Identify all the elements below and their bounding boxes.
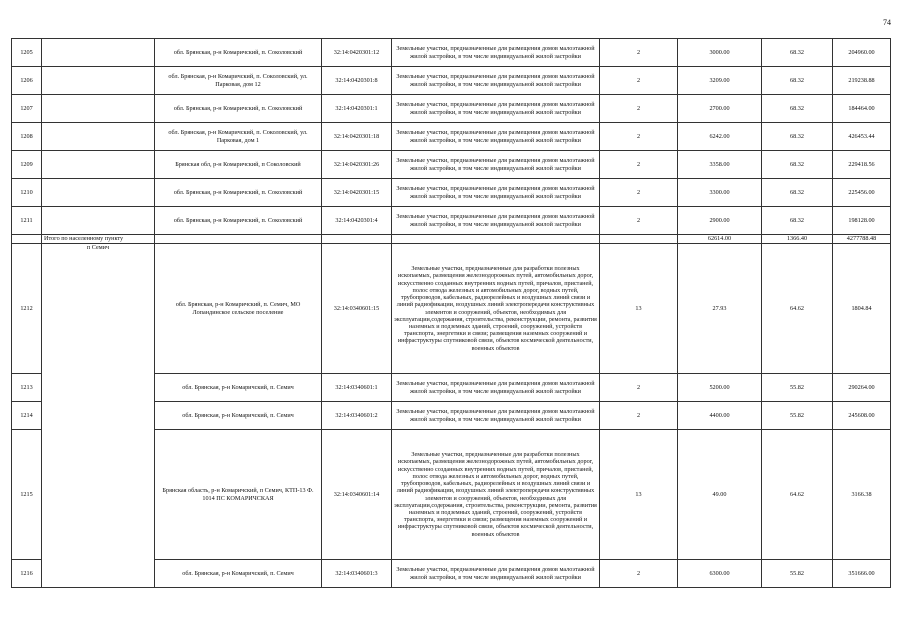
purpose-cell: Земельные участки, предназначенные для размещения домов малоэтажной жилой застройки, в том числе индивидуальной жилой застройки [392,402,600,430]
rate-cell: 55.82 [762,560,833,588]
table-row [12,123,891,151]
area-cell: 3300.00 [678,179,762,207]
purpose-cell: Земельные участки, предназначенные для разработки полезных ископаемых, размещения железнодорожных путей, автомобильных дорог, искусственно созданных внутренних водных путей, причалов, пристаней, полос отвода железных и автомобильных дорог, водных путей, трубопроводов, кабельных, радиорелейных и воздушных линий связи и линий радиофикации, воздушных линий электропередачи конструктивных элементов и сооружений, объектов, необходимых для эксплуатации,содержания, строительства, реконструкции, ремонта, развития наземных и подземных зданий, строений, сооружений, устройств транспорта, энергетики и связи; размещения наземных сооружений и инфраструктуры спутниковой связи, объектов космической деятельности, военных объектов [392,430,600,560]
row-number: 1210 [12,179,42,207]
address-cell: обл. Брянская, р-н Комаричский, п. Соколовский [155,39,322,67]
settlement-cell [42,95,155,123]
value-cell: 3166.38 [833,430,891,560]
group-cell: 2 [600,179,678,207]
row-number: 1208 [12,123,42,151]
rate-cell: 68.32 [762,39,833,67]
group-cell: 2 [600,374,678,402]
total-label: Итого по населенному пункту [42,235,155,244]
group-cell: 2 [600,39,678,67]
row-number: 1216 [12,560,42,588]
purpose-cell: Земельные участки, предназначенные для размещения домов малоэтажной жилой застройки, в том числе индивидуальной жилой застройки [392,207,600,235]
group-cell: 13 [600,244,678,374]
value-cell: 426453.44 [833,123,891,151]
table-row [12,244,891,374]
cadastral-number-cell: 32:14:0340601:14 [322,430,392,560]
purpose-cell: Земельные участки, предназначенные для размещения домов малоэтажной жилой застройки, в том числе индивидуальной жилой застройки [392,39,600,67]
purpose-cell: Земельные участки, предназначенные для размещения домов малоэтажной жилой застройки, в том числе индивидуальной жилой застройки [392,151,600,179]
area-cell: 49.00 [678,430,762,560]
address-cell: обл. Брянская, р-н Комаричский, п. Соколовский, ул. Парковая, дом 1 [155,123,322,151]
group-cell: 2 [600,95,678,123]
cadastral-number-cell: 32:14:0340601:15 [322,244,392,374]
table-row [12,179,891,207]
table-row [12,39,891,67]
row-number: 1205 [12,39,42,67]
address-cell: обл. Брянская, р-н Комаричский, п. Семич [155,560,322,588]
total-blank [155,235,322,244]
address-cell: Брянская область, р-н Комаричский, п Семич, КТП-13 Ф. 1014 ПС КОМАРИЧСКАЯ [155,430,322,560]
group-cell: 2 [600,151,678,179]
value-cell: 1804.84 [833,244,891,374]
group-cell: 2 [600,402,678,430]
row-number: 1207 [12,95,42,123]
settlement-name: п Семич [42,244,155,588]
total-blank [600,235,678,244]
settlement-cell [42,67,155,95]
total-rate: 1366.40 [762,235,833,244]
value-cell: 245608.00 [833,402,891,430]
purpose-cell: Земельные участки, предназначенные для размещения домов малоэтажной жилой застройки, в том числе индивидуальной жилой застройки [392,560,600,588]
group-cell: 13 [600,430,678,560]
rate-cell: 55.82 [762,374,833,402]
rate-cell: 68.32 [762,67,833,95]
settlement-cell [42,39,155,67]
total-blank [322,235,392,244]
total-value: 4277788.48 [833,235,891,244]
purpose-cell: Земельные участки, предназначенные для размещения домов малоэтажной жилой застройки, в том числе индивидуальной жилой застройки [392,179,600,207]
settlement-cell [42,123,155,151]
area-cell: 6300.00 [678,560,762,588]
table-row [12,151,891,179]
purpose-cell: Земельные участки, предназначенные для размещения домов малоэтажной жилой застройки, в том числе индивидуальной жилой застройки [392,374,600,402]
value-cell: 351666.00 [833,560,891,588]
total-row [12,235,891,244]
cadastral-number-cell: 32:14:0420301:8 [322,67,392,95]
purpose-cell: Земельные участки, предназначенные для размещения домов малоэтажной жилой застройки, в том числе индивидуальной жилой застройки [392,95,600,123]
rate-cell: 64.62 [762,430,833,560]
cadastral-number-cell: 32:14:0420301:4 [322,207,392,235]
settlement-cell [42,151,155,179]
row-number: 1212 [12,244,42,374]
area-cell: 2900.00 [678,207,762,235]
value-cell: 225456.00 [833,179,891,207]
value-cell: 204960.00 [833,39,891,67]
cadastral-number-cell: 32:14:0420301:26 [322,151,392,179]
address-cell: обл. Брянская, р-н Комаричский, п. Соколовский, ул. Парковая, дом 12 [155,67,322,95]
group-cell: 2 [600,67,678,95]
area-cell: 2700.00 [678,95,762,123]
row-number: 1209 [12,151,42,179]
cadastral-number-cell: 32:14:0420301:1 [322,95,392,123]
row-number: 1215 [12,430,42,560]
address-cell: обл. Брянская, р-н Комаричский, п. Соколовский [155,179,322,207]
cadastral-number-cell: 32:14:0420301:18 [322,123,392,151]
row-number: 1213 [12,374,42,402]
rate-cell: 68.32 [762,179,833,207]
total-blank [12,235,42,244]
cadastral-number-cell: 32:14:0340601:2 [322,402,392,430]
value-cell: 219238.88 [833,67,891,95]
address-cell: обл. Брянская, р-н Комаричский, п. Семич [155,374,322,402]
rate-cell: 68.32 [762,123,833,151]
group-cell: 2 [600,207,678,235]
page-number: 74 [883,18,891,27]
address-cell: обл. Брянская, р-н Комаричский, п. Семич, МО Лопандинское сельское поселение [155,244,322,374]
rate-cell: 68.32 [762,95,833,123]
area-cell: 3000.00 [678,39,762,67]
area-cell: 4400.00 [678,402,762,430]
table-row [12,207,891,235]
value-cell: 229418.56 [833,151,891,179]
address-cell: обл. Брянская, р-н Комаричский, п. Семич [155,402,322,430]
cadastral-number-cell: 32:14:0420301:15 [322,179,392,207]
purpose-cell: Земельные участки, предназначенные для размещения домов малоэтажной жилой застройки, в том числе индивидуальной жилой застройки [392,67,600,95]
area-cell: 3358.00 [678,151,762,179]
row-number: 1211 [12,207,42,235]
row-number: 1214 [12,402,42,430]
settlement-cell [42,179,155,207]
address-cell: обл. Брянская, р-н Комаричский, п. Соколовский [155,207,322,235]
row-number: 1206 [12,67,42,95]
cadastral-register-table [11,38,891,588]
area-cell: 5200.00 [678,374,762,402]
table-row [12,95,891,123]
group-cell: 2 [600,123,678,151]
cadastral-number-cell: 32:14:0340601:1 [322,374,392,402]
address-cell: Брянская обл, р-н Комаричский, п Соколовский [155,151,322,179]
cadastral-number-cell: 32:14:0420301:12 [322,39,392,67]
value-cell: 184464.00 [833,95,891,123]
purpose-cell: Земельные участки, предназначенные для размещения домов малоэтажной жилой застройки, в том числе индивидуальной жилой застройки [392,123,600,151]
address-cell: обл. Брянская, р-н Комаричский, п. Соколовский [155,95,322,123]
table-row [12,67,891,95]
area-cell: 27.93 [678,244,762,374]
area-cell: 6242.00 [678,123,762,151]
rate-cell: 64.62 [762,244,833,374]
rate-cell: 68.32 [762,151,833,179]
group-cell: 2 [600,560,678,588]
settlement-cell [42,207,155,235]
rate-cell: 55.82 [762,402,833,430]
rate-cell: 68.32 [762,207,833,235]
cadastral-number-cell: 32:14:0340601:3 [322,560,392,588]
total-area: 62614.00 [678,235,762,244]
area-cell: 3209.00 [678,67,762,95]
purpose-cell: Земельные участки, предназначенные для разработки полезных ископаемых, размещения железнодорожных путей, автомобильных дорог, искусственно созданных внутренних водных путей, причалов, пристаней, полос отвода железных и автомобильных дорог, водных путей, трубопроводов, кабельных, радиорелейных и воздушных линий связи и линий радиофикации, воздушных линий электропередачи конструктивных элементов и сооружений, объектов, необходимых для эксплуатации,содержания, строительства, реконструкции, ремонта, развития наземных и подземных зданий, строений, сооружений, устройств транспорта, энергетики и связи; размещения наземных сооружений и инфраструктуры спутниковой связи, объектов космической деятельности, военных объектов [392,244,600,374]
total-blank [392,235,600,244]
value-cell: 290264.00 [833,374,891,402]
value-cell: 198128.00 [833,207,891,235]
